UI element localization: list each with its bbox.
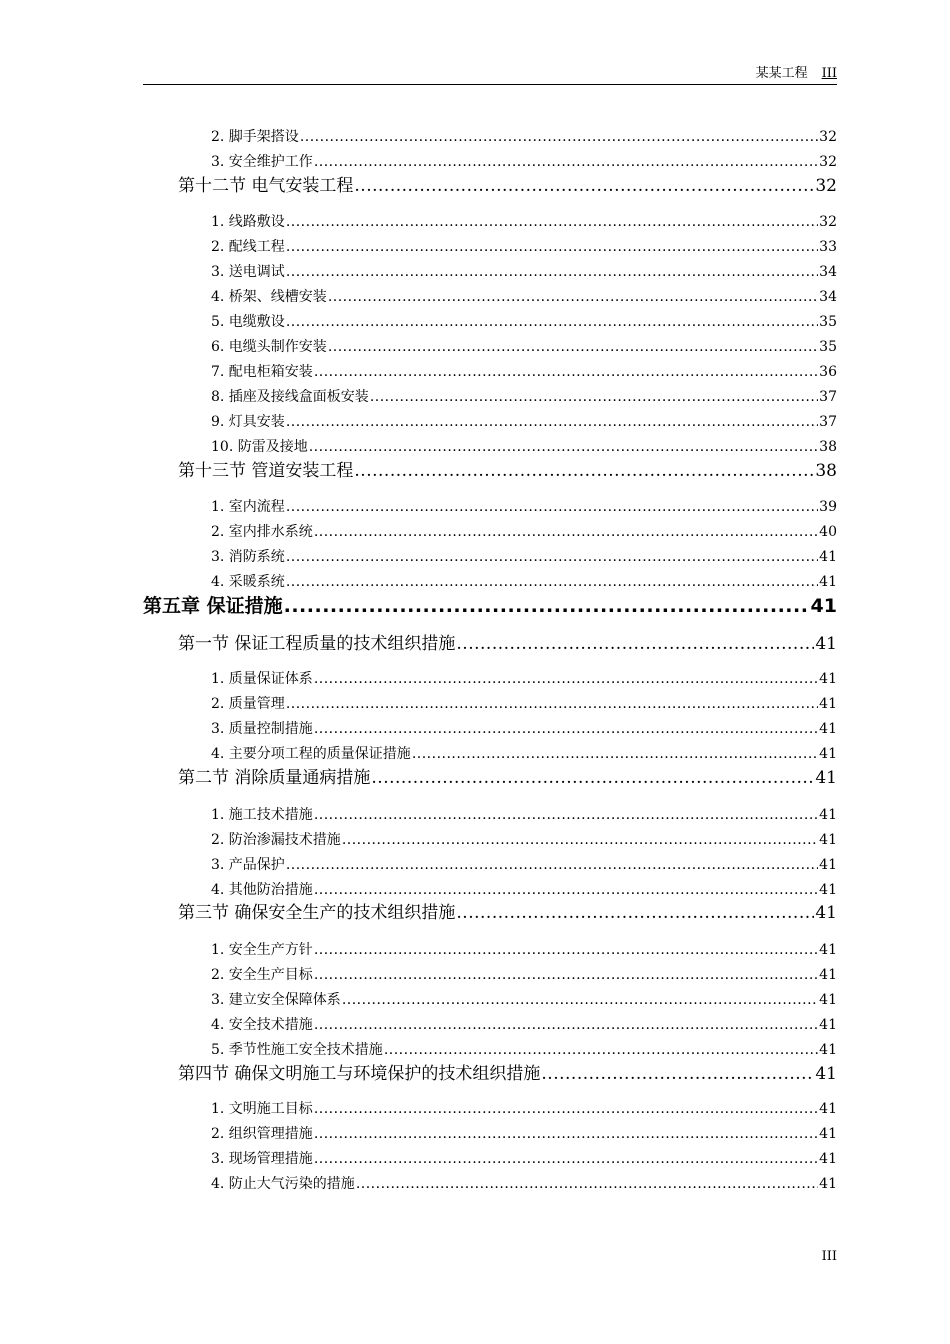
toc-dot-leader [286, 548, 818, 566]
toc-entry-title: 8. 插座及接线盒面板安装 [211, 389, 369, 405]
toc-chapter-entry[interactable] [143, 594, 837, 618]
toc-item-entry[interactable] [211, 498, 837, 516]
toc-dot-leader [286, 213, 818, 231]
toc-entry-page: 41 [819, 746, 837, 762]
toc-dot-leader [314, 670, 818, 688]
toc-entry-title: 第二节 消除质量通病措施 [178, 768, 371, 788]
toc-dot-leader [456, 902, 814, 924]
toc-dot-leader [328, 288, 818, 306]
toc-entry-page: 41 [815, 1064, 837, 1084]
toc-dot-leader [286, 313, 818, 331]
toc-entry-page: 41 [819, 1176, 837, 1192]
toc-dot-leader [286, 498, 818, 516]
toc-entry-title: 2. 质量管理 [211, 696, 285, 712]
toc-entry-page: 40 [819, 524, 837, 540]
toc-entry-title: 1. 安全生产方针 [211, 942, 313, 958]
toc-entry-title: 4. 主要分项工程的质量保证措施 [211, 746, 411, 762]
toc-entry-page: 41 [819, 696, 837, 712]
toc-entry-title: 1. 质量保证体系 [211, 671, 313, 687]
toc-entry-title: 1. 施工技术措施 [211, 807, 313, 823]
toc-entry-page: 35 [819, 339, 837, 355]
toc-entry-title: 4. 安全技术措施 [211, 1017, 313, 1033]
toc-entry-title: 4. 防止大气污染的措施 [211, 1176, 355, 1192]
toc-entry-page: 38 [819, 439, 837, 455]
toc-item-entry[interactable] [211, 388, 837, 406]
toc-entry-page: 41 [810, 595, 837, 617]
toc-entry-title: 3. 现场管理措施 [211, 1151, 313, 1167]
toc-dot-leader [314, 153, 818, 171]
toc-dot-leader [314, 720, 818, 738]
toc-item-entry[interactable] [211, 941, 837, 959]
toc-section-entry[interactable] [178, 175, 837, 197]
toc-dot-leader [314, 966, 818, 984]
toc-dot-leader [286, 573, 818, 591]
toc-entry-title: 第三节 确保安全生产的技术组织措施 [178, 903, 456, 923]
toc-entry-page: 32 [819, 214, 837, 230]
page-header [143, 66, 837, 85]
toc-dot-leader [384, 1041, 818, 1059]
toc-dot-leader [314, 523, 818, 541]
toc-entry-page: 38 [815, 461, 837, 481]
toc-dot-leader [286, 695, 818, 713]
toc-dot-leader [370, 388, 818, 406]
header-text [756, 66, 837, 82]
toc-item-entry[interactable] [211, 263, 837, 281]
toc-entry-page: 39 [819, 499, 837, 515]
toc-entry-title: 第十三节 管道安装工程 [178, 461, 354, 481]
toc-dot-leader [354, 460, 814, 482]
toc-entry-title: 第四节 确保文明施工与环境保护的技术组织措施 [178, 1064, 541, 1084]
toc-entry-page: 41 [819, 1126, 837, 1142]
toc-dot-leader [354, 175, 814, 197]
toc-item-entry[interactable] [211, 695, 837, 713]
toc-dot-leader [284, 594, 810, 618]
toc-item-entry[interactable] [211, 573, 837, 591]
toc-entry-title: 3. 消防系统 [211, 549, 285, 565]
toc-entry-title: 4. 其他防治措施 [211, 882, 313, 898]
toc-entry-title: 3. 安全维护工作 [211, 154, 313, 170]
toc-item-entry[interactable] [211, 1125, 837, 1143]
toc-entry-page: 41 [819, 1151, 837, 1167]
toc-item-entry[interactable] [211, 1175, 837, 1193]
toc-item-entry[interactable] [211, 438, 837, 456]
toc-entry-page: 41 [819, 1101, 837, 1117]
toc-section-entry[interactable] [178, 902, 837, 924]
toc-dot-leader [412, 745, 818, 763]
toc-entry-title: 3. 质量控制措施 [211, 721, 313, 737]
toc-dot-leader [286, 263, 818, 281]
toc-dot-leader [328, 338, 818, 356]
toc-entry-page: 35 [819, 314, 837, 330]
toc-entry-title: 2. 室内排水系统 [211, 524, 313, 540]
toc-entry-page: 34 [819, 289, 837, 305]
toc-item-entry[interactable] [211, 1041, 837, 1059]
toc-item-entry[interactable] [211, 856, 837, 874]
toc-entry-page: 41 [819, 671, 837, 687]
toc-item-entry[interactable] [211, 1100, 837, 1118]
toc-section-entry[interactable] [178, 633, 837, 655]
toc-entry-title: 6. 电缆头制作安装 [211, 339, 327, 355]
toc-dot-leader [314, 941, 818, 959]
footer-page-number: III [821, 1249, 837, 1264]
toc-dot-leader [314, 881, 818, 899]
toc-entry-page: 41 [819, 832, 837, 848]
toc-entry-title: 9. 灯具安装 [211, 414, 285, 430]
toc-entry-title: 2. 组织管理措施 [211, 1126, 313, 1142]
toc-entry-title: 2. 配线工程 [211, 239, 285, 255]
toc-entry-title: 7. 配电柜箱安装 [211, 364, 313, 380]
toc-dot-leader [456, 633, 814, 655]
toc-item-entry[interactable] [211, 1016, 837, 1034]
toc-entry-page: 41 [815, 768, 837, 788]
toc-entry-page: 41 [819, 549, 837, 565]
header-page-number: III [821, 66, 837, 81]
toc-entry-title: 第一节 保证工程质量的技术组织措施 [178, 634, 456, 654]
toc-entry-page: 41 [815, 634, 837, 654]
toc-dot-leader [342, 831, 818, 849]
toc-section-entry[interactable] [178, 460, 837, 482]
toc-item-entry[interactable] [211, 238, 837, 256]
toc-section-entry[interactable] [178, 767, 837, 789]
toc-entry-page: 37 [819, 389, 837, 405]
toc-entry-page: 33 [819, 239, 837, 255]
toc-item-entry[interactable] [211, 128, 837, 146]
toc-dot-leader [286, 413, 818, 431]
toc-dot-leader [286, 856, 818, 874]
toc-entry-page: 41 [819, 992, 837, 1008]
toc-entry-page: 41 [819, 882, 837, 898]
toc-entry-page: 41 [819, 574, 837, 590]
toc-dot-leader [541, 1063, 814, 1085]
toc-entry-page: 41 [819, 942, 837, 958]
toc-dot-leader [314, 1125, 818, 1143]
toc-entry-title: 1. 线路敷设 [211, 214, 285, 230]
toc-dot-leader [314, 1016, 818, 1034]
toc-item-entry[interactable] [211, 806, 837, 824]
toc-item-entry[interactable] [211, 991, 837, 1009]
toc-entry-page: 34 [819, 264, 837, 280]
toc-item-entry[interactable] [211, 413, 837, 431]
header-title: 某某工程 [755, 66, 808, 81]
toc-entry-page: 36 [819, 364, 837, 380]
toc-item-entry[interactable] [211, 288, 837, 306]
toc-entry-page: 41 [819, 857, 837, 873]
toc-item-entry[interactable] [211, 548, 837, 566]
toc-item-entry[interactable] [211, 523, 837, 541]
toc-item-entry[interactable] [211, 338, 837, 356]
toc-entry-page: 32 [819, 154, 837, 170]
toc-dot-leader [286, 238, 818, 256]
toc-dot-leader [314, 363, 818, 381]
toc-entry-page: 41 [819, 1042, 837, 1058]
toc-item-entry[interactable] [211, 720, 837, 738]
toc-item-entry[interactable] [211, 831, 837, 849]
toc-dot-leader [356, 1175, 818, 1193]
toc-item-entry[interactable] [211, 670, 837, 688]
toc-dot-leader [314, 1150, 818, 1168]
toc-entry-title: 5. 季节性施工安全技术措施 [211, 1042, 383, 1058]
toc-item-entry[interactable] [211, 881, 837, 899]
toc-item-entry[interactable] [211, 745, 837, 763]
toc-entry-page: 37 [819, 414, 837, 430]
toc-entry-title: 1. 室内流程 [211, 499, 285, 515]
toc-entry-title: 1. 文明施工目标 [211, 1101, 313, 1117]
toc-entry-title: 3. 送电调试 [211, 264, 285, 280]
toc-dot-leader [309, 438, 818, 456]
toc-entry-title: 3. 产品保护 [211, 857, 285, 873]
toc-entry-title: 第十二节 电气安装工程 [178, 176, 354, 196]
toc-dot-leader [300, 128, 818, 146]
toc-entry-page: 32 [815, 176, 837, 196]
toc-entry-title: 5. 电缆敷设 [211, 314, 285, 330]
toc-dot-leader [342, 991, 818, 1009]
toc-item-entry[interactable] [211, 213, 837, 231]
toc-entry-title: 第五章 保证措施 [143, 595, 283, 617]
toc-item-entry[interactable] [211, 1150, 837, 1168]
toc-entry-title: 3. 建立安全保障体系 [211, 992, 341, 1008]
toc-dot-leader [371, 767, 814, 789]
toc-entry-page: 41 [819, 967, 837, 983]
toc-item-entry[interactable] [211, 313, 837, 331]
toc-entry-page: 41 [815, 903, 837, 923]
toc-entry-page: 41 [819, 1017, 837, 1033]
toc-entry-title: 4. 桥架、线槽安装 [211, 289, 327, 305]
toc-item-entry[interactable] [211, 153, 837, 171]
toc-entry-page: 41 [819, 807, 837, 823]
toc-item-entry[interactable] [211, 363, 837, 381]
toc-entry-title: 2. 脚手架搭设 [211, 129, 299, 145]
toc-dot-leader [314, 1100, 818, 1118]
toc-entry-page: 32 [819, 129, 837, 145]
toc-entry-title: 10. 防雷及接地 [211, 439, 308, 455]
toc-entry-title: 2. 安全生产目标 [211, 967, 313, 983]
toc-item-entry[interactable] [211, 966, 837, 984]
toc-section-entry[interactable] [178, 1063, 837, 1085]
toc-entry-page: 41 [819, 721, 837, 737]
toc-dot-leader [314, 806, 818, 824]
toc-entry-title: 4. 采暖系统 [211, 574, 285, 590]
toc-entry-title: 2. 防治渗漏技术措施 [211, 832, 341, 848]
